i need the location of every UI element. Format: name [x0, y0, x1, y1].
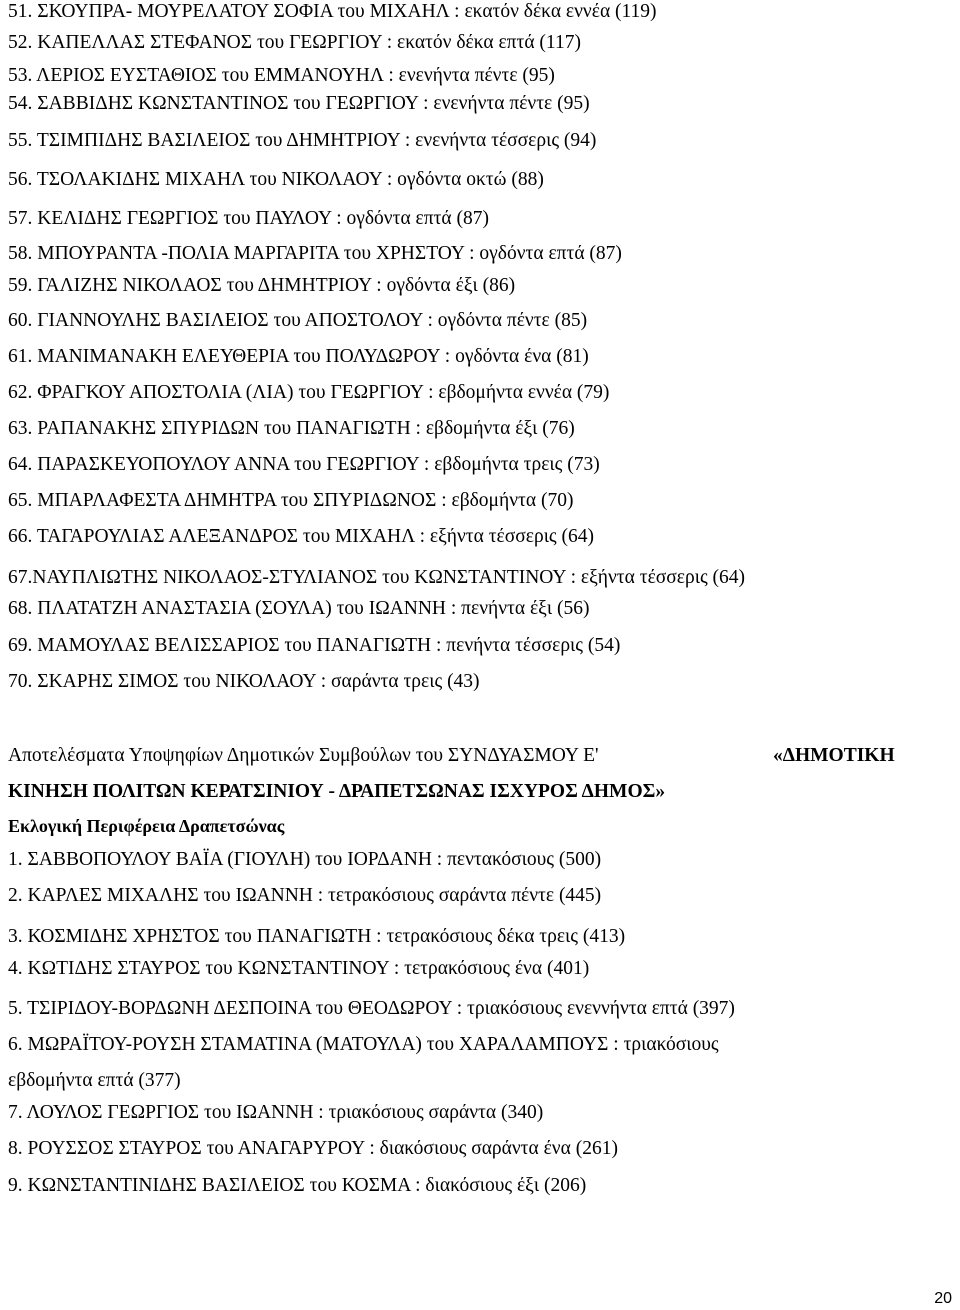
section-intro-bold: «ΔΗΜΟΤΙΚΗ	[773, 745, 895, 766]
list-item: 60. ΓΙΑΝΝΟΥΛΗΣ ΒΑΣΙΛΕΙΟΣ του ΑΠΟΣΤΟΛΟΥ : ογδόντα πέντε (85)	[8, 310, 588, 331]
list-item: 6. ΜΩΡΑΪΤΟΥ-ΡΟΥΣΗ ΣΤΑΜΑΤΙΝΑ (ΜΑΤΟΥΛΑ) του ΧΑΡΑΛΑΜΠΟΥΣ : τριακόσιους	[8, 1034, 719, 1055]
list-item: 55. ΤΣΙΜΠΙΔΗΣ ΒΑΣΙΛΕΙΟΣ του ΔΗΜΗΤΡΙΟΥ : ενενήντα τέσσερις (94)	[8, 130, 597, 151]
list-item: 62. ΦΡΑΓΚΟΥ ΑΠΟΣΤΟΛΙΑ (ΛΙΑ) του ΓΕΩΡΓΙΟΥ : εβδομήντα εννέα (79)	[8, 382, 610, 403]
list-item: 52. ΚΑΠΕΛΛΑΣ ΣΤΕΦΑΝΟΣ του ΓΕΩΡΓΙΟΥ : εκατόν δέκα επτά (117)	[8, 32, 581, 53]
list-item: 70. ΣΚΑΡΗΣ ΣΙΜΟΣ του ΝΙΚΟΛΑΟΥ : σαράντα τρεις (43)	[8, 671, 480, 692]
list-item: 58. ΜΠΟΥΡΑΝΤΑ -ΠΟΛΙΑ ΜΑΡΓΑΡΙΤΑ του ΧΡΗΣΤΟΥ : ογδόντα επτά (87)	[8, 243, 622, 264]
list-item: 2. ΚΑΡΛΕΣ ΜΙΧΑΛΗΣ του ΙΩΑΝΝΗ : τετρακόσιους σαράντα πέντε (445)	[8, 885, 602, 906]
list-item: 64. ΠΑΡΑΣΚΕΥΟΠΟΥΛΟΥ ΑΝΝΑ του ΓΕΩΡΓΙΟΥ : εβδομήντα τρεις (73)	[8, 454, 600, 475]
region-heading: Εκλογική Περιφέρεια Δραπετσώνας	[8, 816, 285, 836]
list-item: 4. ΚΩΤΙΔΗΣ ΣΤΑΥΡΟΣ του ΚΩΝΣΤΑΝΤΙΝΟΥ : τετρακόσιους ένα (401)	[8, 958, 590, 979]
list-item: 51. ΣΚΟΥΠΡΑ- ΜΟΥΡΕΛΑΤΟΥ ΣΟΦΙΑ του ΜΙΧΑΗΛ : εκατόν δέκα εννέα (119)	[8, 1, 657, 22]
list-item-continuation: εβδομήντα επτά (377)	[8, 1070, 181, 1091]
list-item: 63. ΡΑΠΑΝΑΚΗΣ ΣΠΥΡΙΔΩΝ του ΠΑΝΑΓΙΩΤΗ : εβδομήντα έξι (76)	[8, 418, 575, 439]
section-intro-text: Αποτελέσματα Υποψηφίων Δημοτικών Συμβούλων του ΣΥΝΔΥΑΣΜΟΥ Ε'	[8, 745, 599, 766]
list-item: 3. ΚΟΣΜΙΔΗΣ ΧΡΗΣΤΟΣ του ΠΑΝΑΓΙΩΤΗ : τετρακόσιους δέκα τρεις (413)	[8, 926, 626, 947]
list-item: 1. ΣΑΒΒΟΠΟΥΛΟΥ ΒΑΪΑ (ΓΙΟΥΛΗ) του ΙΟΡΔΑΝΗ : πεντακόσιους (500)	[8, 849, 602, 870]
list-item: 53. ΛΕΡΙΟΣ ΕΥΣΤΑΘΙΟΣ του ΕΜΜΑΝΟΥΗΛ : ενενήντα πέντε (95)	[8, 65, 555, 86]
list-item: 57. ΚΕΛΙΔΗΣ ΓΕΩΡΓΙΟΣ του ΠΑΥΛΟΥ : ογδόντα επτά (87)	[8, 208, 489, 229]
list-item: 66. ΤΑΓΑΡΟΥΛΙΑΣ ΑΛΕΞΑΝΔΡΟΣ του ΜΙΧΑΗΛ : εξήντα τέσσερις (64)	[8, 526, 595, 547]
list-item: 59. ΓΑΛΙΖΗΣ ΝΙΚΟΛΑΟΣ του ΔΗΜΗΤΡΙΟΥ : ογδόντα έξι (86)	[8, 275, 516, 296]
list-item: 69. ΜΑΜΟΥΛΑΣ ΒΕΛΙΣΣΑΡΙΟΣ του ΠΑΝΑΓΙΩΤΗ : πενήντα τέσσερις (54)	[8, 635, 621, 656]
list-item: 7. ΛΟΥΛΟΣ ΓΕΩΡΓΙΟΣ του ΙΩΑΝΝΗ : τριακόσιους σαράντα (340)	[8, 1102, 544, 1123]
section-title: ΚΙΝΗΣΗ ΠΟΛΙΤΩΝ ΚΕΡΑΤΣΙΝΙΟΥ - ΔΡΑΠΕΤΣΩΝΑΣ ΙΣΧΥΡΟΣ ΔΗΜΟΣ»	[8, 781, 666, 802]
list-item: 65. ΜΠΑΡΛΑΦΕΣΤΑ ΔΗΜΗΤΡΑ του ΣΠΥΡΙΔΩΝΟΣ : εβδομήντα (70)	[8, 490, 574, 511]
list-item: 67.ΝΑΥΠΛΙΩΤΗΣ ΝΙΚΟΛΑΟΣ-ΣΤΥΛΙΑΝΟΣ του ΚΩΝΣΤΑΝΤΙΝΟΥ : εξήντα τέσσερις (64)	[8, 567, 746, 588]
section-intro	[8, 744, 952, 768]
list-item: 61. ΜΑΝΙΜΑΝΑΚΗ ΕΛΕΥΘΕΡΙΑ του ΠΟΛΥΔΩΡΟΥ : ογδόντα ένα (81)	[8, 346, 589, 367]
list-item: 54. ΣΑΒΒΙΔΗΣ ΚΩΝΣΤΑΝΤΙΝΟΣ του ΓΕΩΡΓΙΟΥ : ενενήντα πέντε (95)	[8, 93, 590, 114]
list-item: 8. ΡΟΥΣΣΟΣ ΣΤΑΥΡΟΣ του ΑΝΑΓΑΡΥΡΟΥ : διακόσιους σαράντα ένα (261)	[8, 1138, 618, 1159]
list-item: 9. ΚΩΝΣΤΑΝΤΙΝΙΔΗΣ ΒΑΣΙΛΕΙΟΣ του ΚΟΣΜΑ : διακόσιους έξι (206)	[8, 1175, 587, 1196]
list-item: 56. ΤΣΟΛΑΚΙΔΗΣ ΜΙΧΑΗΛ του ΝΙΚΟΛΑΟΥ : ογδόντα οκτώ (88)	[8, 169, 544, 190]
list-item: 68. ΠΛΑΤΑΤΖΗ ΑΝΑΣΤΑΣΙΑ (ΣΟΥΛΑ) του ΙΩΑΝΝΗ : πενήντα έξι (56)	[8, 598, 590, 619]
list-item: 5. ΤΣΙΡΙΔΟΥ-ΒΟΡΔΩΝΗ ΔΕΣΠΟΙΝΑ του ΘΕΟΔΩΡΟΥ : τριακόσιους ενεννήντα επτά (397)	[8, 998, 735, 1019]
page-number: 20	[934, 1290, 952, 1307]
